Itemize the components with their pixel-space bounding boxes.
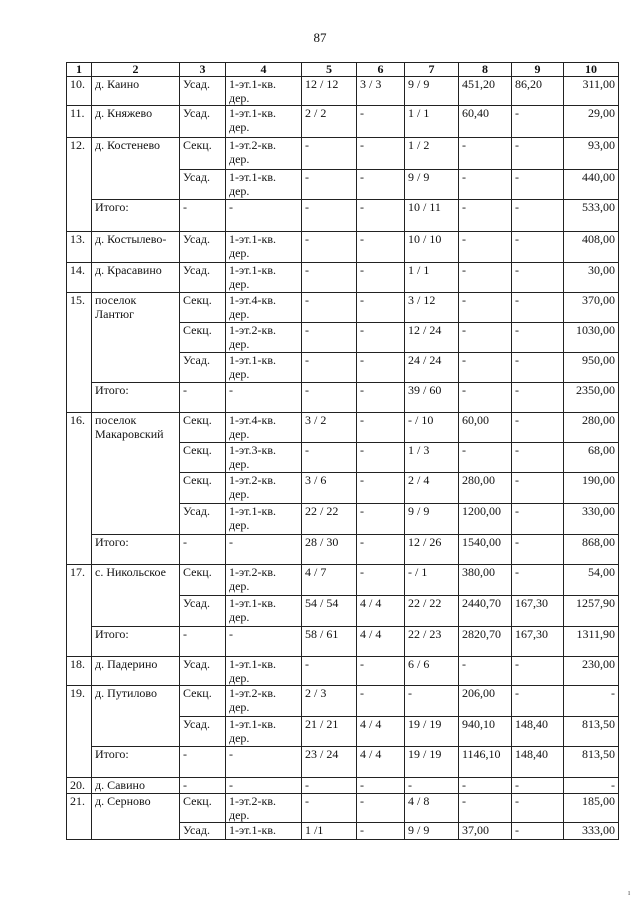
table-cell: 1146,10 [459, 747, 512, 778]
table-cell: 12. [67, 138, 92, 232]
table-cell: 1-эт.2-кв. дер. [226, 794, 302, 823]
table-cell: Секц. [180, 565, 226, 596]
table-cell: - [302, 323, 357, 353]
table-cell: - [512, 138, 564, 170]
table-cell: - [512, 106, 564, 138]
table-cell: - [459, 794, 512, 823]
table-row [67, 627, 619, 657]
table-cell: 4 / 4 [357, 627, 405, 657]
table-cell: 23 / 24 [302, 747, 357, 778]
table-cell: - [180, 383, 226, 413]
table-cell: 1-эт.1-кв. дер. [226, 596, 302, 627]
table-cell: 380,00 [459, 565, 512, 596]
table-cell: д. Костенево [92, 138, 180, 200]
table-cell: - [459, 778, 512, 794]
table-cell: 940,10 [459, 717, 512, 747]
table-cell: 370,00 [564, 293, 619, 323]
table-cell: - [226, 627, 302, 657]
table-cell: 451,20 [459, 77, 512, 106]
table-cell: 54,00 [564, 565, 619, 596]
header-cell: 7 [405, 63, 459, 77]
table-row [67, 778, 619, 794]
table-cell: - [180, 200, 226, 232]
table-cell: Секц. [180, 473, 226, 504]
table-cell: - [512, 565, 564, 596]
table-row [67, 535, 619, 565]
table-cell: - [459, 293, 512, 323]
table-cell: - [512, 823, 564, 840]
table-cell: - / 1 [405, 565, 459, 596]
table-cell: 280,00 [459, 473, 512, 504]
table-cell: 20. [67, 778, 92, 794]
table-cell: - [512, 686, 564, 717]
table-cell: 533,00 [564, 200, 619, 232]
table-cell: 1200,00 [459, 504, 512, 535]
table-cell: - [357, 413, 405, 443]
table-cell: 1540,00 [459, 535, 512, 565]
table-cell: - [302, 293, 357, 323]
table-cell: 19 / 19 [405, 747, 459, 778]
table-cell: 9 / 9 [405, 170, 459, 200]
table-cell: - [302, 200, 357, 232]
table-cell: 185,00 [564, 794, 619, 823]
table-cell: - [302, 263, 357, 293]
table-cell: 1-эт.2-кв. дер. [226, 565, 302, 596]
table-cell: д. Красавино [92, 263, 180, 293]
table-cell: 868,00 [564, 535, 619, 565]
table-cell: 22 / 23 [405, 627, 459, 657]
table-cell: - [357, 657, 405, 686]
table-cell: Секц. [180, 794, 226, 823]
table-cell: 230,00 [564, 657, 619, 686]
table-cell: 1-эт.1-кв. [226, 823, 302, 840]
header-cell: 5 [302, 63, 357, 77]
table-cell: Итого: [92, 627, 180, 657]
table-row [67, 232, 619, 263]
table-cell: 1257,90 [564, 596, 619, 627]
table-cell: 1-эт.1-кв. дер. [226, 77, 302, 106]
table-cell: 93,00 [564, 138, 619, 170]
table-cell: 2 / 3 [302, 686, 357, 717]
table-cell: д. Падерино [92, 657, 180, 686]
table-cell: Усад. [180, 717, 226, 747]
table-cell: - [180, 778, 226, 794]
table-cell: Секц. [180, 443, 226, 473]
housing-table [66, 62, 619, 840]
table-cell: 408,00 [564, 232, 619, 263]
table-cell: - / 10 [405, 413, 459, 443]
table-cell: - [180, 627, 226, 657]
table-cell: 1-эт.1-кв. дер. [226, 657, 302, 686]
table-cell: 54 / 54 [302, 596, 357, 627]
page-number: 87 [313, 30, 327, 45]
table-cell: 37,00 [459, 823, 512, 840]
table-cell: 10 / 11 [405, 200, 459, 232]
table-row [67, 657, 619, 686]
table-cell: - [512, 170, 564, 200]
table-cell: 60,00 [459, 413, 512, 443]
table-cell: - [357, 473, 405, 504]
table-cell: 4 / 4 [357, 717, 405, 747]
table-cell: 17. [67, 565, 92, 657]
table-cell: 1 / 1 [405, 106, 459, 138]
table-cell: Итого: [92, 535, 180, 565]
header-cell: 3 [180, 63, 226, 77]
table-cell: Секц. [180, 323, 226, 353]
table-cell: 1-эт.4-кв. дер. [226, 413, 302, 443]
table-cell: - [226, 535, 302, 565]
table-cell: 3 / 12 [405, 293, 459, 323]
table-cell: 950,00 [564, 353, 619, 383]
table-cell: - [512, 200, 564, 232]
table-cell: 4 / 8 [405, 794, 459, 823]
table-cell: Итого: [92, 383, 180, 413]
table-cell: 1-эт.2-кв. дер. [226, 323, 302, 353]
table-cell: - [226, 778, 302, 794]
table-cell: 19. [67, 686, 92, 778]
table-cell: 12 / 24 [405, 323, 459, 353]
table-cell: - [357, 504, 405, 535]
table-cell: - [405, 778, 459, 794]
table-cell: 1 / 1 [405, 263, 459, 293]
table-cell: 4 / 4 [357, 747, 405, 778]
table-cell: - [357, 778, 405, 794]
table-cell: 813,50 [564, 747, 619, 778]
table-cell: с. Никольское [92, 565, 180, 627]
table-cell: - [357, 443, 405, 473]
table-cell: - [459, 443, 512, 473]
table-cell: 9 / 9 [405, 77, 459, 106]
table-cell: - [512, 657, 564, 686]
header-cell: 10 [564, 63, 619, 77]
table-cell: д. Савино [92, 778, 180, 794]
table-row [67, 747, 619, 778]
table-cell: - [357, 263, 405, 293]
table-cell: 1-эт.1-кв. дер. [226, 717, 302, 747]
table-cell: Усад. [180, 263, 226, 293]
table-cell: - [459, 232, 512, 263]
table-cell: - [302, 383, 357, 413]
table-cell: поселок Лантюг [92, 293, 180, 383]
table-cell: 10. [67, 77, 92, 106]
table-cell: Усад. [180, 504, 226, 535]
table-cell: - [512, 232, 564, 263]
table-cell: 1-эт.1-кв. дер. [226, 263, 302, 293]
table-cell: - [459, 263, 512, 293]
table-cell: 19 / 19 [405, 717, 459, 747]
header-cell: 6 [357, 63, 405, 77]
table-cell: - [459, 200, 512, 232]
table-cell: - [357, 323, 405, 353]
table-cell: - [512, 263, 564, 293]
table-cell: - [512, 383, 564, 413]
table-cell: д. Серново [92, 794, 180, 840]
table-cell: 1-эт.1-кв. дер. [226, 353, 302, 383]
table-cell: - [357, 565, 405, 596]
table-cell: - [357, 383, 405, 413]
table-cell: - [459, 138, 512, 170]
table-cell: 1-эт.2-кв. дер. [226, 138, 302, 170]
table-cell: Итого: [92, 200, 180, 232]
table-row [67, 565, 619, 596]
table-cell: 1311,90 [564, 627, 619, 657]
table-cell: - [180, 747, 226, 778]
table-cell: 4 / 4 [357, 596, 405, 627]
table-cell: Секц. [180, 293, 226, 323]
table-cell: 3 / 6 [302, 473, 357, 504]
table-cell: 30,00 [564, 263, 619, 293]
table-cell: - [405, 686, 459, 717]
table-cell: 22 / 22 [302, 504, 357, 535]
table-cell: 13. [67, 232, 92, 263]
table-row [67, 77, 619, 106]
table-cell: 86,20 [512, 77, 564, 106]
table-cell: 190,00 [564, 473, 619, 504]
table-row [67, 263, 619, 293]
table-cell: 12 / 12 [302, 77, 357, 106]
table-cell: 21. [67, 794, 92, 840]
table-cell: - [512, 794, 564, 823]
table-row [67, 413, 619, 443]
table-cell: - [357, 794, 405, 823]
table-cell: 24 / 24 [405, 353, 459, 383]
table-cell: 18. [67, 657, 92, 686]
table-cell: 10 / 10 [405, 232, 459, 263]
table-cell: Секц. [180, 138, 226, 170]
table-cell: - [512, 778, 564, 794]
table-cell: 311,00 [564, 77, 619, 106]
table-cell: 1 /1 [302, 823, 357, 840]
table-cell: 60,40 [459, 106, 512, 138]
table-cell: 2820,70 [459, 627, 512, 657]
table-row [67, 106, 619, 138]
table-cell: - [357, 200, 405, 232]
table-cell: 280,00 [564, 413, 619, 443]
table-cell: - [357, 353, 405, 383]
table-cell: 1-эт.2-кв. дер. [226, 686, 302, 717]
table-cell: - [357, 232, 405, 263]
table-cell: - [564, 686, 619, 717]
table-cell: 1-эт.1-кв. дер. [226, 504, 302, 535]
table-cell: 2440,70 [459, 596, 512, 627]
table-cell: - [459, 353, 512, 383]
table-cell: 3 / 2 [302, 413, 357, 443]
table-cell: Усад. [180, 170, 226, 200]
table-cell: - [302, 794, 357, 823]
table-cell: Усад. [180, 106, 226, 138]
table-cell: 813,50 [564, 717, 619, 747]
table-cell: 167,30 [512, 596, 564, 627]
table-cell: 1030,00 [564, 323, 619, 353]
table-cell: - [459, 657, 512, 686]
table-cell: - [459, 383, 512, 413]
table-cell: - [226, 383, 302, 413]
table-cell: - [512, 353, 564, 383]
table-cell: - [302, 657, 357, 686]
table-cell: - [302, 170, 357, 200]
table-cell: Усад. [180, 232, 226, 263]
table-cell: 16. [67, 413, 92, 565]
table-cell: 1-эт.2-кв. дер. [226, 473, 302, 504]
table-cell: - [512, 443, 564, 473]
table-row [67, 794, 619, 823]
table-cell: д. Путилово [92, 686, 180, 747]
table-cell: - [512, 473, 564, 504]
table-cell: 14. [67, 263, 92, 293]
scan-mark: ı [628, 888, 631, 897]
table-cell: 58 / 61 [302, 627, 357, 657]
table-cell: - [357, 106, 405, 138]
table-cell: 1-эт.3-кв. дер. [226, 443, 302, 473]
table-cell: 1-эт.1-кв. дер. [226, 232, 302, 263]
table-cell: - [357, 535, 405, 565]
table-cell: 2 / 4 [405, 473, 459, 504]
table-cell: 333,00 [564, 823, 619, 840]
table-cell: 148,40 [512, 747, 564, 778]
table-cell: 2350,00 [564, 383, 619, 413]
table-cell: 68,00 [564, 443, 619, 473]
table-cell: - [357, 170, 405, 200]
table-cell: - [459, 323, 512, 353]
table-row [67, 383, 619, 413]
header-cell: 4 [226, 63, 302, 77]
table-row [67, 686, 619, 717]
table-row [67, 293, 619, 323]
table-cell: 148,40 [512, 717, 564, 747]
table-cell: 2 / 2 [302, 106, 357, 138]
table-cell: 3 / 3 [357, 77, 405, 106]
header-cell: 1 [67, 63, 92, 77]
table-cell: Усад. [180, 596, 226, 627]
table-cell: - [512, 535, 564, 565]
header-cell: 8 [459, 63, 512, 77]
table-cell: Усад. [180, 823, 226, 840]
table-cell: 1 / 2 [405, 138, 459, 170]
table-cell: д. Княжево [92, 106, 180, 138]
table-cell: 9 / 9 [405, 823, 459, 840]
table-cell: 1 / 3 [405, 443, 459, 473]
table-cell: поселок Макаровский [92, 413, 180, 535]
table-cell: 11. [67, 106, 92, 138]
table-cell: - [302, 232, 357, 263]
table-cell: - [357, 293, 405, 323]
table-cell: Усад. [180, 353, 226, 383]
table-cell: 39 / 60 [405, 383, 459, 413]
table-cell: Секц. [180, 686, 226, 717]
table-cell: - [226, 200, 302, 232]
table-cell: 1-эт.1-кв. дер. [226, 170, 302, 200]
table-row [67, 200, 619, 232]
table-cell: д. Каино [92, 77, 180, 106]
table-cell: 22 / 22 [405, 596, 459, 627]
table-cell: - [512, 504, 564, 535]
table-cell: 330,00 [564, 504, 619, 535]
table-cell: Итого: [92, 747, 180, 778]
table-cell: 206,00 [459, 686, 512, 717]
table-cell: Секц. [180, 413, 226, 443]
header-row [67, 63, 619, 77]
table-cell: 6 / 6 [405, 657, 459, 686]
table-cell: - [302, 443, 357, 473]
table-cell: д. Костылево- [92, 232, 180, 263]
table-cell: - [512, 323, 564, 353]
table-cell: 440,00 [564, 170, 619, 200]
table-cell: 167,30 [512, 627, 564, 657]
table-cell: 1-эт.1-кв. дер. [226, 106, 302, 138]
table-cell: - [357, 686, 405, 717]
table-cell: 28 / 30 [302, 535, 357, 565]
table-cell: - [564, 778, 619, 794]
table-cell: - [180, 535, 226, 565]
table-row [67, 138, 619, 170]
table-cell: - [357, 823, 405, 840]
table-cell: 4 / 7 [302, 565, 357, 596]
table-cell: - [512, 413, 564, 443]
table-cell: - [302, 778, 357, 794]
table-cell: 21 / 21 [302, 717, 357, 747]
table-cell: - [302, 353, 357, 383]
table-cell: Усад. [180, 77, 226, 106]
table-cell: 29,00 [564, 106, 619, 138]
table-cell: 9 / 9 [405, 504, 459, 535]
table-cell: - [459, 170, 512, 200]
table-cell: - [302, 138, 357, 170]
table-cell: - [357, 138, 405, 170]
table-cell: - [226, 747, 302, 778]
header-cell: 9 [512, 63, 564, 77]
table-cell: 1-эт.4-кв. дер. [226, 293, 302, 323]
table-cell: - [512, 293, 564, 323]
header-cell: 2 [92, 63, 180, 77]
table-cell: 15. [67, 293, 92, 413]
table-cell: Усад. [180, 657, 226, 686]
table-cell: 12 / 26 [405, 535, 459, 565]
